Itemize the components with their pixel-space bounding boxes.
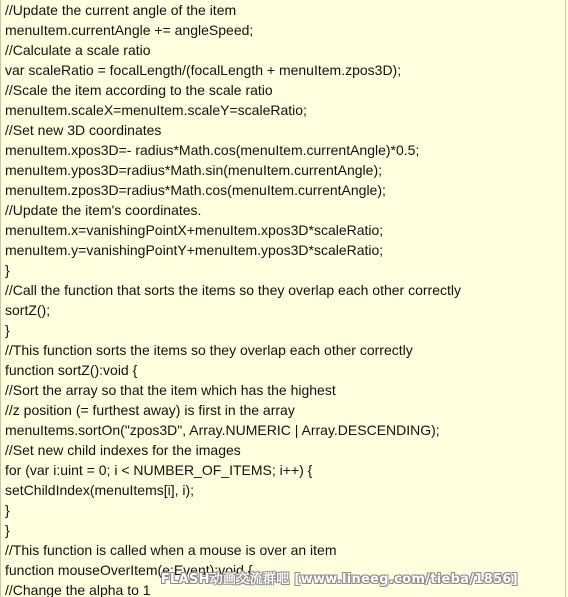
code-line: //Sort the array so that the item which has the highest (5, 382, 336, 398)
code-line: //Calculate a scale ratio (5, 42, 151, 58)
code-line: //Update the item's coordinates. (5, 202, 202, 218)
code-line: sortZ(); (5, 302, 51, 318)
code-line: //This function sorts the items so they overlap each other correctly (5, 342, 413, 358)
code-line: } (5, 502, 10, 518)
code-line: //Set new 3D coordinates (5, 122, 162, 138)
code-line: function mouseOverItem(e:Event):void { (5, 562, 253, 578)
code-line: menuItem.currentAngle += angleSpeed; (5, 22, 254, 38)
code-line: //z position (= furthest away) is first in the array (5, 402, 295, 418)
code-line: //Update the current angle of the item (5, 2, 237, 18)
code-line: } (5, 262, 10, 278)
code-line: menuItem.scaleX=menuItem.scaleY=scaleRatio; (5, 102, 307, 118)
code-line: menuItem.x=vanishingPointX+menuItem.xpos3D*scaleRatio; (5, 222, 384, 238)
code-line: //Call the function that sorts the items so they overlap each other correctly (5, 282, 461, 298)
code-line: } (5, 522, 10, 538)
code-line: setChildIndex(menuItems[i], i); (5, 482, 195, 498)
code-line: menuItem.xpos3D=- radius*Math.cos(menuItem.currentAngle)*0.5; (5, 142, 420, 158)
code-line: for (var i:uint = 0; i < NUMBER_OF_ITEMS; i++) { (5, 462, 313, 478)
site-watermark: FLASH动画交流群吧 [www.lineeg.com/tieba/1856] (160, 572, 518, 587)
code-line: menuItems.sortOn("zpos3D", Array.NUMERIC | Array.DESCENDING); (5, 422, 440, 438)
code-line: //Scale the item according to the scale ratio (5, 82, 273, 98)
code-line: //Set new child indexes for the images (5, 442, 241, 458)
code-line: } (5, 322, 10, 338)
code-line: menuItem.zpos3D=radius*Math.cos(menuItem.currentAngle); (5, 182, 386, 198)
code-line: function sortZ():void { (5, 362, 138, 378)
code-line: //This function is called when a mouse is over an item (5, 542, 337, 558)
code-line: menuItem.ypos3D=radius*Math.sin(menuItem.currentAngle); (5, 162, 383, 178)
code-line: //Change the alpha to 1 (5, 582, 151, 597)
code-line: menuItem.y=vanishingPointY+menuItem.ypos3D*scaleRatio; (5, 242, 384, 258)
code-line: var scaleRatio = focalLength/(focalLength + menuItem.zpos3D); (5, 62, 402, 78)
